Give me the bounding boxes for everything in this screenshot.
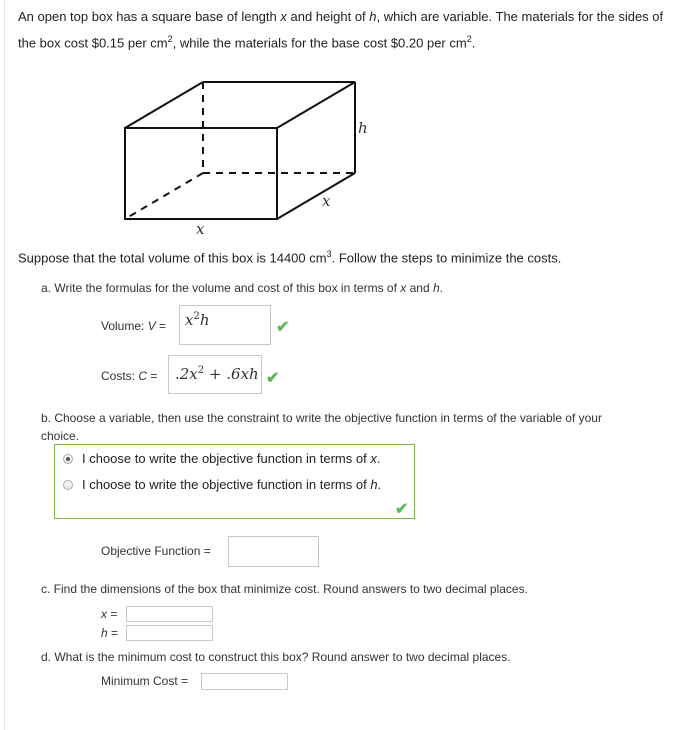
volume-text: . Follow the steps to minimize the costs.	[331, 250, 562, 266]
option-text: .	[376, 451, 381, 466]
label-text: Costs:	[101, 369, 139, 383]
objective-function-field[interactable]	[228, 536, 319, 567]
prompt-text: a. Write the formulas for the volume and cost of this box in terms of	[41, 281, 401, 295]
box-figure	[110, 75, 380, 240]
part-d-prompt: d. What is the minimum cost to construct this box? Round answer to two decimal places.	[41, 650, 511, 664]
var-h: h	[369, 9, 377, 24]
var-x: x	[370, 451, 377, 466]
check-icon: ✔	[276, 319, 290, 336]
intro-text: .	[471, 35, 476, 51]
var-x: x	[101, 607, 107, 621]
answer-text: + .6xh	[204, 365, 259, 383]
radio-option-h[interactable]	[63, 480, 73, 490]
x-answer-field[interactable]	[126, 606, 213, 622]
option-text: I choose to write the objective function in terms of	[82, 477, 371, 492]
option-x-label[interactable]	[82, 451, 380, 466]
volume-text: Suppose that the total volume of this box is 14400 cm	[18, 250, 327, 266]
volume-sentence	[18, 249, 561, 265]
cost-answer-field[interactable]	[168, 355, 262, 394]
box-edge	[277, 173, 355, 219]
part-c-prompt: c. Find the dimensions of the box that minimize cost. Round answers to two decimal places.	[41, 582, 528, 596]
answer-text: h	[199, 311, 210, 329]
intro-text: , while the materials for the base cost $0.20 per cm	[172, 35, 467, 51]
variable-choice-group	[54, 444, 415, 519]
exponent: 2	[167, 34, 173, 44]
page-left-border	[4, 0, 5, 730]
x-label	[101, 607, 117, 621]
option-text: I choose to write the objective function in terms of	[82, 451, 371, 466]
hidden-edge	[125, 173, 203, 219]
exponent: 2	[197, 365, 205, 376]
label-x-side: x	[322, 192, 331, 210]
intro-text: An open top box has a square base of length	[18, 9, 281, 24]
label-text: =	[107, 626, 119, 640]
prompt-text: and	[406, 281, 433, 295]
option-text: .	[377, 477, 382, 492]
radio-option-x[interactable]	[63, 454, 73, 464]
exponent: 2	[466, 34, 472, 44]
check-icon: ✔	[395, 501, 409, 518]
answer-text: x	[185, 311, 194, 329]
check-icon: ✔	[266, 370, 280, 387]
part-b-prompt: b. Choose a variable, then use the constraint to write the objective function in terms of the variable of your choice.	[41, 411, 602, 443]
label-text: =	[107, 607, 118, 621]
label-text: Volume:	[101, 319, 148, 333]
part-a-prompt	[41, 281, 443, 295]
intro-text: , which are variable. The materials for the sides of the box cost $0.15 per cm	[18, 9, 664, 51]
box-edge	[125, 82, 203, 128]
box-edge	[277, 82, 355, 128]
objective-function-label: Objective Function =	[101, 544, 211, 558]
label-h: h	[358, 119, 368, 137]
var-x: x	[280, 9, 287, 24]
label-text: =	[147, 369, 158, 383]
var-v: V	[147, 319, 156, 333]
exponent: 3	[326, 249, 332, 259]
label-x-front: x	[196, 220, 205, 238]
label-text: =	[155, 319, 167, 333]
minimum-cost-field[interactable]	[201, 673, 288, 690]
prompt-text: .	[439, 281, 444, 295]
h-answer-field[interactable]	[126, 625, 213, 641]
var-h: h	[370, 477, 378, 492]
h-label	[101, 626, 118, 640]
intro-text: and height of	[286, 9, 370, 24]
var-h: h	[432, 281, 440, 295]
problem-statement	[18, 6, 678, 54]
minimum-cost-label: Minimum Cost =	[101, 674, 189, 688]
var-x: x	[400, 281, 407, 295]
var-h: h	[101, 626, 108, 640]
volume-label	[101, 319, 166, 333]
cost-label	[101, 369, 157, 383]
option-h-label[interactable]	[82, 477, 381, 492]
var-c: C	[138, 369, 148, 383]
exponent: 2	[193, 311, 200, 322]
answer-text: .2x	[175, 365, 198, 383]
volume-answer-field[interactable]	[179, 305, 271, 345]
